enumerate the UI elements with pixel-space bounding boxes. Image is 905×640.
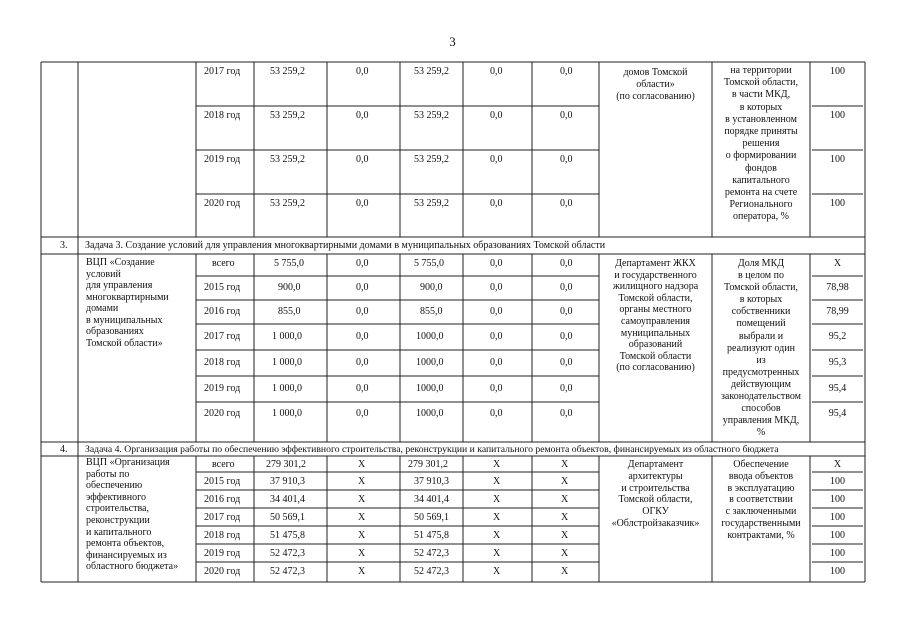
federal-cell: 0,0 <box>356 282 369 293</box>
local-cell: Х <box>493 512 501 523</box>
year-cell: 2020 год <box>204 408 241 419</box>
federal-cell: 0,0 <box>356 198 369 209</box>
extra-cell: Х <box>561 548 569 559</box>
total-cell: 5 755,0 <box>274 258 304 269</box>
value-cell: 100 <box>830 154 845 165</box>
total-cell: 53 259,2 <box>270 110 305 121</box>
federal-cell: 0,0 <box>356 258 369 269</box>
value-cell: 95,2 <box>828 331 847 342</box>
regional-cell: 279 301,2 <box>408 459 448 470</box>
local-cell: Х <box>493 530 501 541</box>
value-cell: 95,4 <box>828 408 847 419</box>
regional-cell: 37 910,3 <box>414 476 449 487</box>
extra-cell: Х <box>561 530 569 541</box>
federal-cell: Х <box>358 566 366 577</box>
regional-cell: 52 472,3 <box>414 548 449 559</box>
page-number: 3 <box>449 34 456 49</box>
local-cell: 0,0 <box>490 306 503 317</box>
extra-cell: Х <box>561 459 569 470</box>
extra-cell: 0,0 <box>560 357 573 368</box>
value-cell: 100 <box>830 198 845 209</box>
federal-cell: 0,0 <box>356 331 369 342</box>
year-cell: 2017 год <box>204 66 241 77</box>
local-cell: Х <box>493 566 501 577</box>
extra-cell: Х <box>561 566 569 577</box>
executor-cell: Департамент архитектуры и строительства Томской области, ОГКУ «Облстройзаказчик» <box>611 459 700 529</box>
regional-cell: 900,0 <box>420 282 443 293</box>
task-title: Задача 4. Организация работы по обеспечению эффективного строительства, реконструкции и капитального ремонта объектов, финансируемых из областного бюджета <box>85 444 779 455</box>
value-cell: 100 <box>830 566 845 577</box>
local-cell: 0,0 <box>490 357 503 368</box>
year-cell: 2016 год <box>204 306 241 317</box>
federal-cell: Х <box>358 512 366 523</box>
regional-cell: 1000,0 <box>416 357 444 368</box>
total-cell: 900,0 <box>278 282 301 293</box>
regional-cell: 53 259,2 <box>414 154 449 165</box>
local-cell: 0,0 <box>490 66 503 77</box>
extra-cell: 0,0 <box>560 66 573 77</box>
total-cell: 50 569,1 <box>270 512 305 523</box>
value-cell: 100 <box>830 530 845 541</box>
year-cell: 2019 год <box>204 548 241 559</box>
local-cell: 0,0 <box>490 258 503 269</box>
federal-cell: Х <box>358 548 366 559</box>
local-cell: Х <box>493 459 501 470</box>
regional-cell: 53 259,2 <box>414 66 449 77</box>
value-cell: 100 <box>830 476 845 487</box>
total-cell: 279 301,2 <box>266 459 306 470</box>
extra-cell: 0,0 <box>560 258 573 269</box>
federal-cell: Х <box>358 494 366 505</box>
year-cell: 2018 год <box>204 110 241 121</box>
year-cell: 2019 год <box>204 383 241 394</box>
year-cell: 2015 год <box>204 476 241 487</box>
regional-cell: 1000,0 <box>416 331 444 342</box>
total-cell: 1 000,0 <box>272 408 302 419</box>
extra-cell: Х <box>561 494 569 505</box>
regional-cell: 51 475,8 <box>414 530 449 541</box>
year-cell: 2017 год <box>204 331 241 342</box>
year-cell: 2016 год <box>204 494 241 505</box>
year-cell: 2018 год <box>204 530 241 541</box>
regional-cell: 34 401,4 <box>414 494 449 505</box>
extra-cell: 0,0 <box>560 306 573 317</box>
local-cell: 0,0 <box>490 383 503 394</box>
total-cell: 51 475,8 <box>270 530 305 541</box>
total-cell: 855,0 <box>278 306 301 317</box>
year-cell: 2015 год <box>204 282 241 293</box>
total-cell: 37 910,3 <box>270 476 305 487</box>
federal-cell: Х <box>358 476 366 487</box>
indicator-cell: Доля МКД в целом по Томской области, в которых собственники помещений выбрали и реализуют один из предусмотренных действующим законодательством способов управления МКД, % <box>720 258 802 439</box>
regional-cell: 53 259,2 <box>414 198 449 209</box>
local-cell: 0,0 <box>490 110 503 121</box>
extra-cell: 0,0 <box>560 198 573 209</box>
federal-cell: 0,0 <box>356 154 369 165</box>
task-number: 4. <box>60 444 68 455</box>
federal-cell: 0,0 <box>356 306 369 317</box>
executor-cell: домов Томской области» (по согласованию) <box>616 67 695 102</box>
extra-cell: 0,0 <box>560 408 573 419</box>
extra-cell: Х <box>561 476 569 487</box>
local-cell: 0,0 <box>490 408 503 419</box>
value-cell: 100 <box>830 110 845 121</box>
total-cell: 1 000,0 <box>272 331 302 342</box>
regional-cell: 1000,0 <box>416 408 444 419</box>
indicator-cell: на территории Томской области, в части МКД, в которых в установленном порядке приняты решения о формировании фондов капитального ремонта на счете Регионального оператора, % <box>723 65 799 223</box>
value-cell: 100 <box>830 66 845 77</box>
local-cell: 0,0 <box>490 154 503 165</box>
value-cell: 78,99 <box>826 306 849 317</box>
total-cell: 52 472,3 <box>270 548 305 559</box>
local-cell: 0,0 <box>490 282 503 293</box>
total-cell: 52 472,3 <box>270 566 305 577</box>
year-cell: 2018 год <box>204 357 241 368</box>
total-cell: 53 259,2 <box>270 66 305 77</box>
extra-cell: 0,0 <box>560 154 573 165</box>
program-cell: ВЦП «Создание условий для управления многоквартирными домами в муниципальных образованиях Томской области» <box>86 257 169 349</box>
program-cell: ВЦП «Организация работы по обеспечению эффективного строительства, реконструкции и капитального ремонта объектов, финансируемых из областного бюджета» <box>86 457 179 573</box>
extra-cell: 0,0 <box>560 383 573 394</box>
extra-cell: 0,0 <box>560 282 573 293</box>
local-cell: Х <box>493 476 501 487</box>
total-cell: 1 000,0 <box>272 357 302 368</box>
value-cell: 78,98 <box>826 282 849 293</box>
regional-cell: 52 472,3 <box>414 566 449 577</box>
year-cell: 2020 год <box>204 566 241 577</box>
extra-cell: 0,0 <box>560 331 573 342</box>
local-cell: 0,0 <box>490 198 503 209</box>
year-cell: 2020 год <box>204 198 241 209</box>
value-cell: Х <box>833 459 842 470</box>
task-number: 3. <box>60 240 68 251</box>
regional-cell: 50 569,1 <box>414 512 449 523</box>
value-cell: 100 <box>830 494 845 505</box>
value-cell: Х <box>833 258 842 269</box>
federal-cell: Х <box>358 530 366 541</box>
extra-cell: 0,0 <box>560 110 573 121</box>
federal-cell: Х <box>358 459 366 470</box>
federal-cell: 0,0 <box>356 383 369 394</box>
total-cell: 1 000,0 <box>272 383 302 394</box>
local-cell: 0,0 <box>490 331 503 342</box>
value-cell: 95,3 <box>828 357 847 368</box>
federal-cell: 0,0 <box>356 110 369 121</box>
year-cell: всего <box>212 459 235 470</box>
value-cell: 100 <box>830 512 845 523</box>
value-cell: 95,4 <box>828 383 847 394</box>
local-cell: Х <box>493 494 501 505</box>
federal-cell: 0,0 <box>356 357 369 368</box>
total-cell: 53 259,2 <box>270 154 305 165</box>
executor-cell: Департамент ЖКХ и государственного жилищного надзора Томской области, органы местного самоуправления муниципальных образований Томской области (по согласованию) <box>612 258 699 374</box>
regional-cell: 53 259,2 <box>414 110 449 121</box>
value-cell: 100 <box>830 548 845 559</box>
total-cell: 53 259,2 <box>270 198 305 209</box>
year-cell: всего <box>212 258 235 269</box>
federal-cell: 0,0 <box>356 66 369 77</box>
total-cell: 34 401,4 <box>270 494 305 505</box>
local-cell: Х <box>493 548 501 559</box>
regional-cell: 855,0 <box>420 306 443 317</box>
regional-cell: 1000,0 <box>416 383 444 394</box>
year-cell: 2017 год <box>204 512 241 523</box>
indicator-cell: Обеспечение ввода объектов в эксплуатацию в соответствии с заключенными государственными контрактами, % <box>721 459 801 541</box>
regional-cell: 5 755,0 <box>414 258 444 269</box>
extra-cell: Х <box>561 512 569 523</box>
year-cell: 2019 год <box>204 154 241 165</box>
task-title: Задача 3. Создание условий для управления многоквартирными домами в муниципальных образованиях Томской области <box>85 240 606 251</box>
federal-cell: 0,0 <box>356 408 369 419</box>
